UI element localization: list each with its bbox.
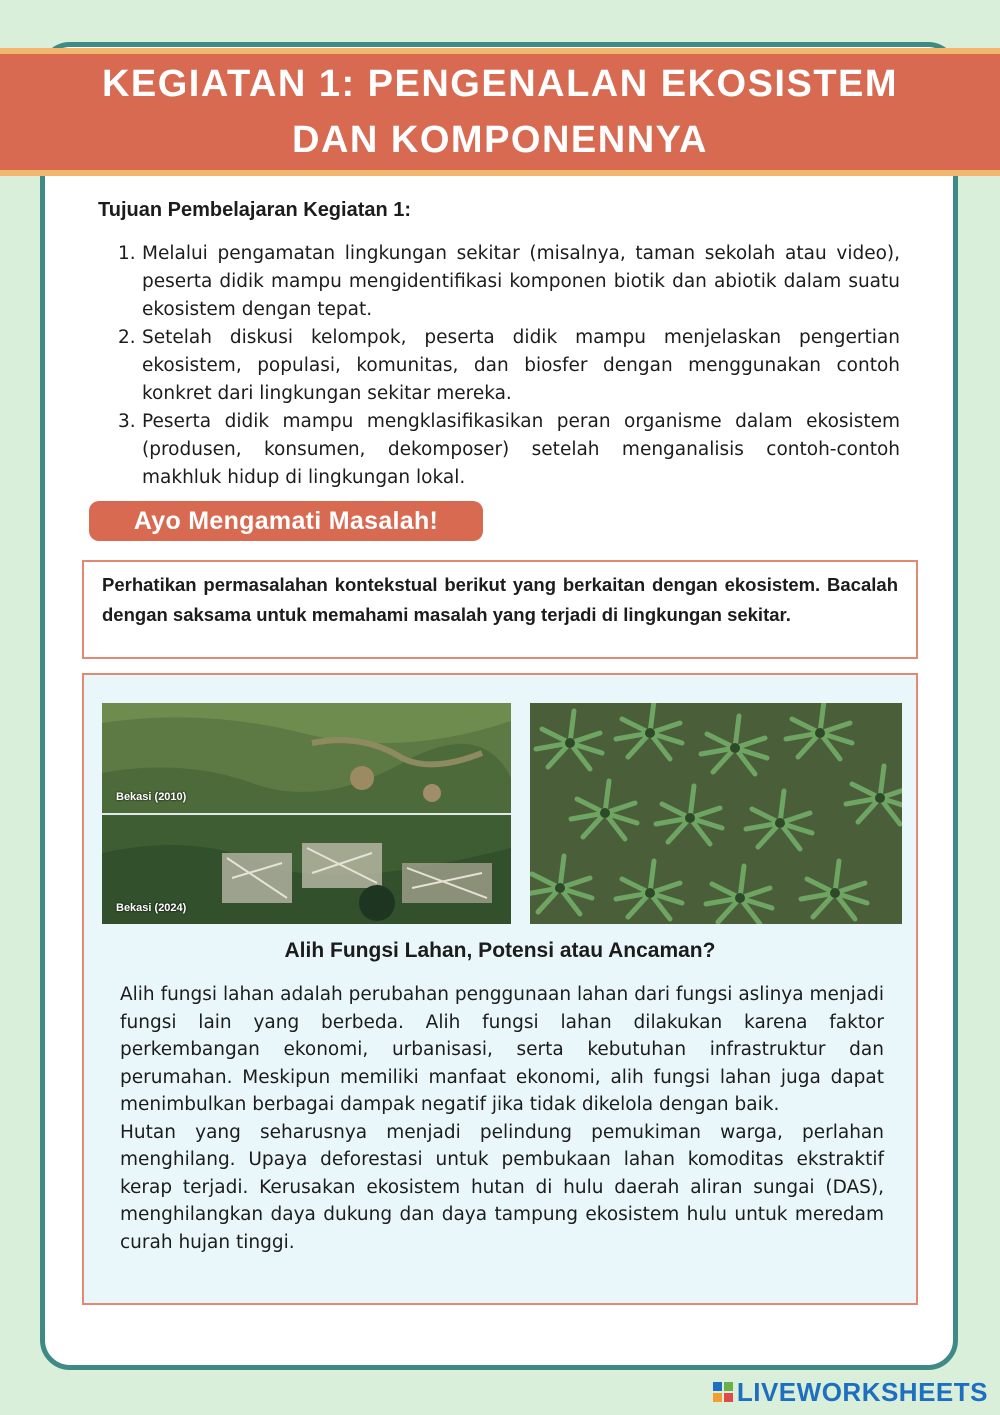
image-caption-top: Bekasi (2010) bbox=[116, 791, 187, 803]
goals-title: Tujuan Pembelajaran Kegiatan 1: bbox=[98, 199, 412, 221]
case-text bbox=[120, 981, 884, 1256]
goal-text: Melalui pengamatan lingkungan sekitar (misalnya, taman sekolah atau video), peserta didik mampu mengidentifikasi komponen biotik dan abiotik dalam suatu ekosistem dengan tepat. bbox=[142, 243, 900, 320]
goal-number: 1. bbox=[118, 243, 136, 264]
section-label: Ayo Mengamati Masalah! bbox=[89, 501, 483, 541]
goals-list bbox=[118, 240, 900, 492]
case-paragraph: Hutan yang seharusnya menjadi pelindung pemukiman warga, perlahan menghilang. Upaya deforestasi untuk pembukaan lahan komoditas ekstraktif kerap terjadi. Kerusakan ekosistem hutan di hulu daerah aliran sungai (DAS), menghilangkan daya dukung dan daya tampung ekosistem hulu untuk meredam curah hujan tinggi. bbox=[120, 1121, 884, 1253]
goal-text: Setelah diskusi kelompok, peserta didik mampu menjelaskan pengertian ekosistem, populasi, komunitas, dan biosfer dengan menggunakan contoh konkret dari lingkungan sekitar mereka. bbox=[142, 327, 900, 404]
case-paragraph: Alih fungsi lahan adalah perubahan penggunaan lahan dari fungsi aslinya menjadi fungsi lain yang berbeda. Alih fungsi lahan dilakukan karena faktor perkembangan ekonomi, urbanisasi, serta kebutuhan infrastruktur dan perumahan. Meskipun memiliki manfaat ekonomi, alih fungsi lahan juga dapat menimbulkan berbagai dampak negatif jika tidak dikelola dengan baik. bbox=[120, 984, 884, 1115]
goal-number: 2. bbox=[118, 327, 136, 348]
liveworksheets-brand[interactable] bbox=[713, 1376, 988, 1408]
instruction-box: Perhatikan permasalahan kontekstual berikut yang berkaitan dengan ekosistem. Bacalah dengan saksama untuk memahami masalah yang terjadi di lingkungan sekitar. bbox=[82, 560, 918, 659]
liveworksheets-logo-icon bbox=[713, 1382, 733, 1402]
satellite-image-graphic bbox=[102, 703, 511, 924]
palm-image-graphic bbox=[530, 703, 902, 924]
title-banner bbox=[0, 54, 1000, 176]
goal-item bbox=[118, 324, 900, 408]
case-title: Alih Fungsi Lahan, Potensi atau Ancaman? bbox=[284, 939, 716, 962]
page-title: KEGIATAN 1: PENGENALAN EKOSISTEM DAN KOMPONENNYA bbox=[101, 63, 899, 161]
satellite-comparison-image bbox=[102, 703, 511, 924]
goal-item bbox=[118, 408, 900, 492]
palm-plantation-image bbox=[530, 703, 902, 924]
brand-name: LIVEWORKSHEETS bbox=[736, 1376, 988, 1407]
case-box bbox=[82, 673, 918, 1305]
goal-item bbox=[118, 240, 900, 324]
image-caption-bottom: Bekasi (2024) bbox=[116, 902, 187, 914]
goal-number: 3. bbox=[118, 411, 136, 432]
goal-text: Peserta didik mampu mengklasifikasikan peran organisme dalam ekosistem (produsen, konsumen, dekomposer) setelah menganalisis contoh-contoh makhluk hidup di lingkungan lokal. bbox=[142, 411, 900, 488]
